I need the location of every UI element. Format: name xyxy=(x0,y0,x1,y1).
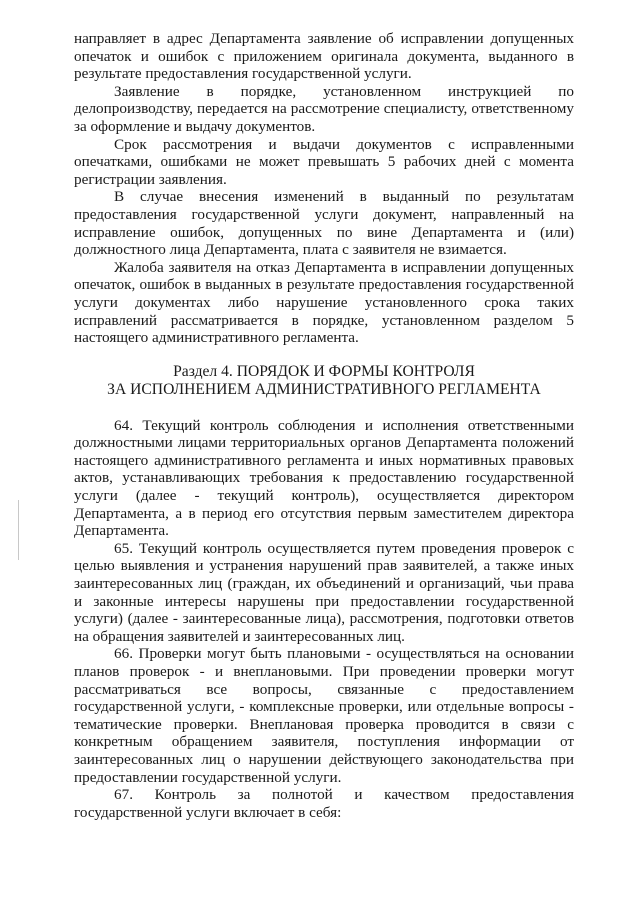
paragraph-correction-deadline: Срок рассмотрения и выдачи документов с исправленными опечатками, ошибками не может превышать 5 рабочих дней с момента регистрации заявления. xyxy=(74,135,574,188)
paragraph-statement-handling: Заявление в порядке, установленном инструкцией по делопроизводству, передается на рассмотрение специалисту, ответственному за оформление и выдачу документов. xyxy=(74,82,574,135)
paragraph-67: 67. Контроль за полнотой и качеством предоставления государственной услуги включает в себя: xyxy=(74,786,574,821)
document-page xyxy=(74,30,574,821)
paragraph-no-fee: В случае внесения изменений в выданный по результатам предоставления государственной услуги документ, направленный на исправление ошибок, допущенных по вине Департамента и (или) должностного лица Департамента, плата с заявителя не взимается. xyxy=(74,188,574,259)
paragraph-complaint: Жалоба заявителя на отказ Департамента в исправлении допущенных опечаток, ошибок в выданных в результате предоставления государственной услуги документах либо нарушение установленного срока таких исправлений рассматривается в порядке, установленном разделом 5 настоящего административного регламента. xyxy=(74,258,574,347)
paragraph-65: 65. Текущий контроль осуществляется путем проведения проверок с целью выявления и устранения нарушений прав заявителей, а также иных заинтересованных лиц (граждан, их объединений и организаций, чьи права и законные интересы нарушены при предоставлении государственной услуги) (далее - заинтересованные лица), рассмотрения, подготовки ответов на обращения заявителей и заинтересованных лиц. xyxy=(74,539,574,645)
section-heading-line-2: ЗА ИСПОЛНЕНИЕМ АДМИНИСТРАТИВНОГО РЕГЛАМЕНТА xyxy=(107,380,541,398)
scan-edge-mark xyxy=(18,500,19,560)
section-heading-line-1: Раздел 4. ПОРЯДОК И ФОРМЫ КОНТРОЛЯ xyxy=(173,362,475,380)
paragraph-64: 64. Текущий контроль соблюдения и исполнения ответственными должностными лицами территориальных органов Департамента положений настоящего административного регламента и иных нормативных правовых актов, устанавливающих требования к предоставлению государственной услуги (далее - текущий контроль), осуществляется директором Департамента, а в период его отсутствия первым заместителем директора Департамента. xyxy=(74,416,574,540)
section-heading xyxy=(74,363,574,399)
paragraph-66: 66. Проверки могут быть плановыми - осуществляться на основании планов проверок - и внеплановыми. При проведении проверки могут рассматриваться все вопросы, связанные с предоставлением государственной услуги, - комплексные проверки, или отдельные вопросы - тематические проверки. Внеплановая проверка проводится в связи с конкретным обращением заявителя, поступления информации от заинтересованных лиц о нарушении действующего законодательства при предоставлении государственной услуги. xyxy=(74,645,574,786)
paragraph-errors-request: направляет в адрес Департамента заявление об исправлении допущенных опечаток и ошибок с приложением оригинала документа, выданного в результате предоставления государственной услуги. xyxy=(74,30,574,83)
